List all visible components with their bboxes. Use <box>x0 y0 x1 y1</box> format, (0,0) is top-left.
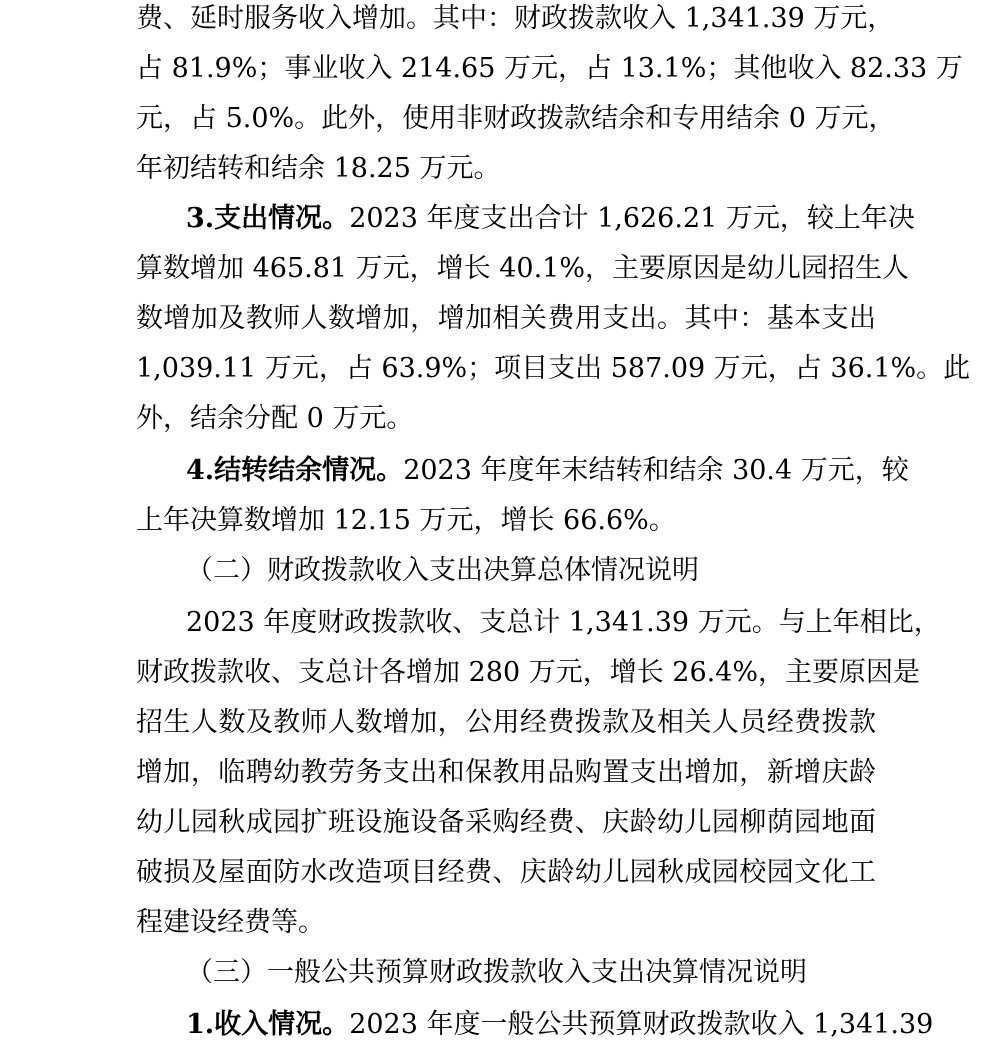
paragraph-first-line: 2023 年度财政拨款收、支总计 1,341.39 万元。与上年相比， <box>186 607 941 638</box>
paragraph-heading: 4.结转结余情况。 <box>186 455 404 486</box>
paragraph-first-line <box>186 1000 934 1050</box>
text-line: 数增加及教师人数增加，增加相关费用支出。其中：基本支出 <box>136 303 876 334</box>
text-line: 程建设经费等。 <box>136 907 325 938</box>
section-title: （二）财政拨款收入支出决算总体情况说明 <box>186 555 699 586</box>
text-line: 年初结转和结余 18.25 万元。 <box>136 153 501 184</box>
text-line: 算数增加 465.81 万元，增长 40.1%，主要原因是幼儿园招生人 <box>136 253 909 284</box>
text-line: 外，结余分配 0 万元。 <box>136 403 414 434</box>
paragraph-first-line <box>186 446 909 496</box>
text-run: 2023 年度年末结转和结余 30.4 万元，较 <box>403 455 909 486</box>
text-line: 破损及屋面防水改造项目经费、庆龄幼儿园秋成园校园文化工 <box>136 857 876 888</box>
text-line: 占 81.9%；事业收入 214.65 万元，占 13.1%；其他收入 82.33 万 <box>136 53 963 84</box>
paragraph-first-line <box>186 194 915 244</box>
paragraph-heading: 3.支出情况。 <box>186 203 350 234</box>
text-line: 1,039.11 万元，占 63.9%；项目支出 587.09 万元，占 36.1%。此 <box>136 353 971 384</box>
section-title: （三）一般公共预算财政拨款收入支出决算情况说明 <box>186 957 807 988</box>
paragraph-heading: 1.收入情况。 <box>186 1009 350 1040</box>
text-line: 费、延时服务收入增加。其中：财政拨款收入 1,341.39 万元， <box>136 3 895 34</box>
text-line: 财政拨款收、支总计各增加 280 万元，增长 26.4%，主要原因是 <box>136 657 921 688</box>
text-line: 元，占 5.0%。此外，使用非财政拨款结余和专用结余 0 万元， <box>136 103 896 134</box>
text-run: 2023 年度支出合计 1,626.21 万元，较上年决 <box>349 203 915 234</box>
text-line: 幼儿园秋成园扩班设施设备采购经费、庆龄幼儿园柳荫园地面 <box>136 807 876 838</box>
text-line: 上年决算数增加 12.15 万元，增长 66.6%。 <box>136 505 676 536</box>
text-line: 增加，临聘幼教劳务支出和保教用品购置支出增加，新增庆龄 <box>136 757 876 788</box>
text-run: 2023 年度一般公共预算财政拨款收入 1,341.39 <box>349 1009 934 1040</box>
text-line: 招生人数及教师人数增加，公用经费拨款及相关人员经费拨款 <box>136 707 876 738</box>
